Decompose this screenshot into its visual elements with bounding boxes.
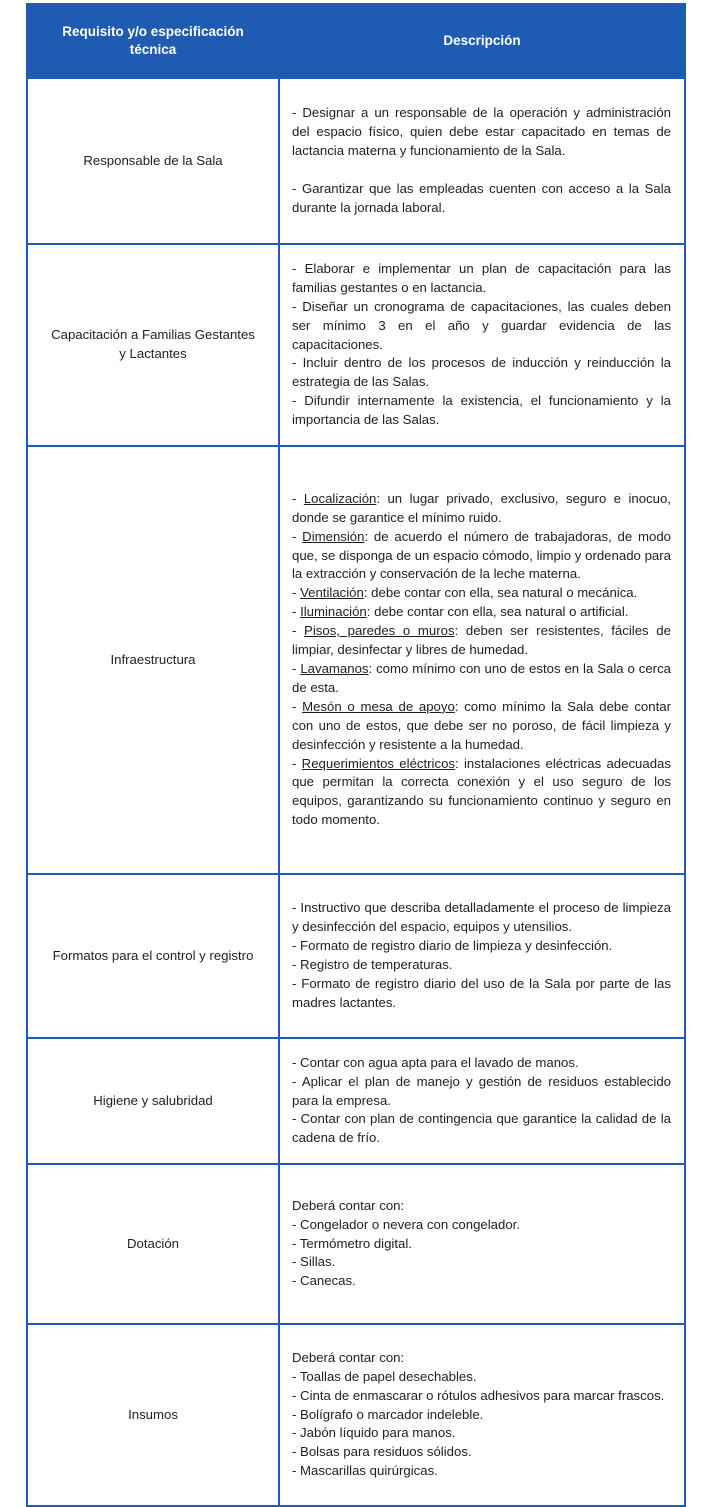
description-cell	[279, 1164, 685, 1324]
infra-term: Iluminación	[300, 604, 367, 620]
description-line: - Jabón líquido para manos.	[292, 1425, 456, 1441]
requirements-table	[26, 3, 686, 1507]
description-line: - Bolígrafo o marcador indeleble.	[292, 1406, 484, 1422]
table-header-row	[27, 4, 685, 78]
infra-text: : como mínimo la Sala debe contar con uno de estos, que debe ser no poroso, de fácil limpieza y desinfección y resistente a la humedad.	[292, 698, 671, 752]
infra-term: Ventilación	[300, 585, 364, 601]
description-line: - Bolsas para residuos sólidos.	[292, 1444, 472, 1460]
description-line: - Formato de registro diario de limpieza y desinfección.	[292, 938, 613, 954]
requirement-cell: Responsable de la Sala	[27, 78, 279, 244]
infra-text: : de acuerdo el número de trabajadoras, de modo que, se disponga de un espacio cómodo, limpio y ordenado para la extracción y conservación de la leche materna.	[292, 528, 671, 582]
requirement-cell: Formatos para el control y registro	[27, 874, 279, 1038]
description-line: - Mascarillas quirúrgicas.	[292, 1463, 438, 1479]
description-line: - Incluir dentro de los procesos de inducción y reinducción la estrategia de las Salas.	[292, 355, 671, 390]
infra-item: - Pisos, paredes o muros: deben ser resistentes, fáciles de limpiar, desinfectar y libres de humedad.	[292, 623, 671, 658]
description-cell	[279, 1324, 685, 1506]
description-line: - Canecas.	[292, 1273, 356, 1289]
infra-text: : debe contar con ella, sea natural o mecánica.	[363, 585, 638, 601]
description-line: - Termómetro digital.	[292, 1235, 412, 1251]
infra-item: - Mesón o mesa de apoyo: como mínimo la Sala debe contar con uno de estos, que debe ser no poroso, de fácil limpieza y desinfección y resistente a la humedad.	[292, 698, 671, 752]
header-description: Descripción	[279, 4, 685, 78]
table-row	[27, 244, 685, 446]
description-line: - Toallas de papel desechables.	[292, 1368, 477, 1384]
infra-item: - Lavamanos: como mínimo con uno de estos en la Sala o cerca de esta.	[292, 661, 672, 695]
description-line: - Garantizar que las empleadas cuenten con acceso a la Sala durante la jornada laboral.	[292, 180, 671, 215]
description-cell	[279, 874, 685, 1038]
description-line: - Aplicar el plan de manejo y gestión de residuos establecido para la empresa.	[292, 1073, 671, 1108]
requirement-cell: Dotación	[27, 1164, 279, 1324]
paragraph-gap	[292, 161, 671, 180]
infra-text: : debe contar con ella, sea natural o artificial.	[366, 604, 629, 620]
requirement-cell: Capacitación a Familias Gestantes y Lactantes	[27, 244, 279, 446]
description-line: - Instructivo que describa detalladamente el proceso de limpieza y desinfección del espacio, equipos y utensilios.	[292, 900, 671, 935]
description-cell	[279, 446, 685, 874]
infra-item: - Requerimientos eléctricos: instalaciones eléctricas adecuadas que permitan la correcta conexión y el uso seguro de los equipos, garantizando su funcionamiento continuo y seguro en todo momento.	[292, 755, 671, 828]
infra-text: : como mínimo con uno de estos en la Sala o cerca de esta.	[292, 661, 672, 695]
infra-item: - Ventilación: debe contar con ella, sea natural o mecánica.	[292, 585, 638, 601]
description-line: - Difundir internamente la existencia, el funcionamiento y la importancia de las Salas.	[292, 393, 671, 428]
infra-item: - Localización: un lugar privado, exclusivo, seguro e inocuo, donde se garantice el mínimo ruido.	[292, 490, 671, 525]
description-line: - Cinta de enmascarar o rótulos adhesivos para marcar frascos.	[292, 1387, 665, 1403]
infra-text: : un lugar privado, exclusivo, seguro e inocuo, donde se garantice el mínimo ruido.	[292, 490, 671, 525]
description-line: - Sillas.	[292, 1254, 336, 1270]
description-line: - Designar a un responsable de la operación y administración del espacio físico, quien debe estar capacitado en temas de lactancia materna y funcionamiento de la Sala.	[292, 105, 671, 159]
table-row	[27, 446, 685, 874]
description-cell	[279, 244, 685, 446]
table-row	[27, 874, 685, 1038]
infra-item: - Dimensión: de acuerdo el número de trabajadoras, de modo que, se disponga de un espacio cómodo, limpio y ordenado para la extracción y conservación de la leche materna.	[292, 528, 671, 582]
requirements-table-container	[26, 3, 684, 1507]
table-row	[27, 1164, 685, 1324]
requirement-cell: Higiene y salubridad	[27, 1038, 279, 1164]
infra-term: Dimensión	[302, 528, 365, 544]
header-requirement: Requisito y/o especificación técnica	[27, 4, 279, 78]
description-line: - Registro de temperaturas.	[292, 957, 453, 972]
description-line: - Formato de registro diario del uso de la Sala por parte de las madres lactantes.	[292, 975, 671, 1010]
infra-term: Requerimientos eléctricos	[301, 755, 456, 771]
description-line: - Elaborar e implementar un plan de capacitación para las familias gestantes o en lactancia.	[292, 260, 671, 295]
table-row	[27, 1038, 685, 1164]
infra-term: Mesón o mesa de apoyo	[302, 698, 455, 714]
table-row	[27, 1324, 685, 1506]
description-line: - Congelador o nevera con congelador.	[292, 1216, 521, 1232]
description-line: - Contar con agua apta para el lavado de manos.	[292, 1054, 579, 1070]
requirement-cell: Infraestructura	[27, 446, 279, 874]
description-cell	[279, 1038, 685, 1164]
infra-item: - Iluminación: debe contar con ella, sea natural o artificial.	[292, 604, 629, 620]
infra-text: : deben ser resistentes, fáciles de limpiar, desinfectar y libres de humedad.	[292, 623, 671, 658]
infra-text: : instalaciones eléctricas adecuadas que permitan la correcta conexión y el uso seguro de los equipos, garantizando su funcionamiento continuo y seguro en todo momento.	[292, 755, 671, 828]
infra-term: Lavamanos	[300, 661, 369, 676]
infra-term: Pisos, paredes o muros	[304, 623, 455, 639]
infra-term: Localización	[303, 490, 377, 506]
description-cell	[279, 78, 685, 244]
description-line: - Contar con plan de contingencia que garantice la calidad de la cadena de frío.	[292, 1111, 671, 1146]
description-line: - Diseñar un cronograma de capacitaciones, las cuales deben ser mínimo 3 en el año y guardar evidencia de las capacitaciones.	[292, 298, 671, 352]
description-line: Deberá contar con:	[292, 1349, 405, 1365]
table-row	[27, 78, 685, 244]
description-line: Deberá contar con:	[292, 1197, 405, 1213]
requirement-cell: Insumos	[27, 1324, 279, 1506]
